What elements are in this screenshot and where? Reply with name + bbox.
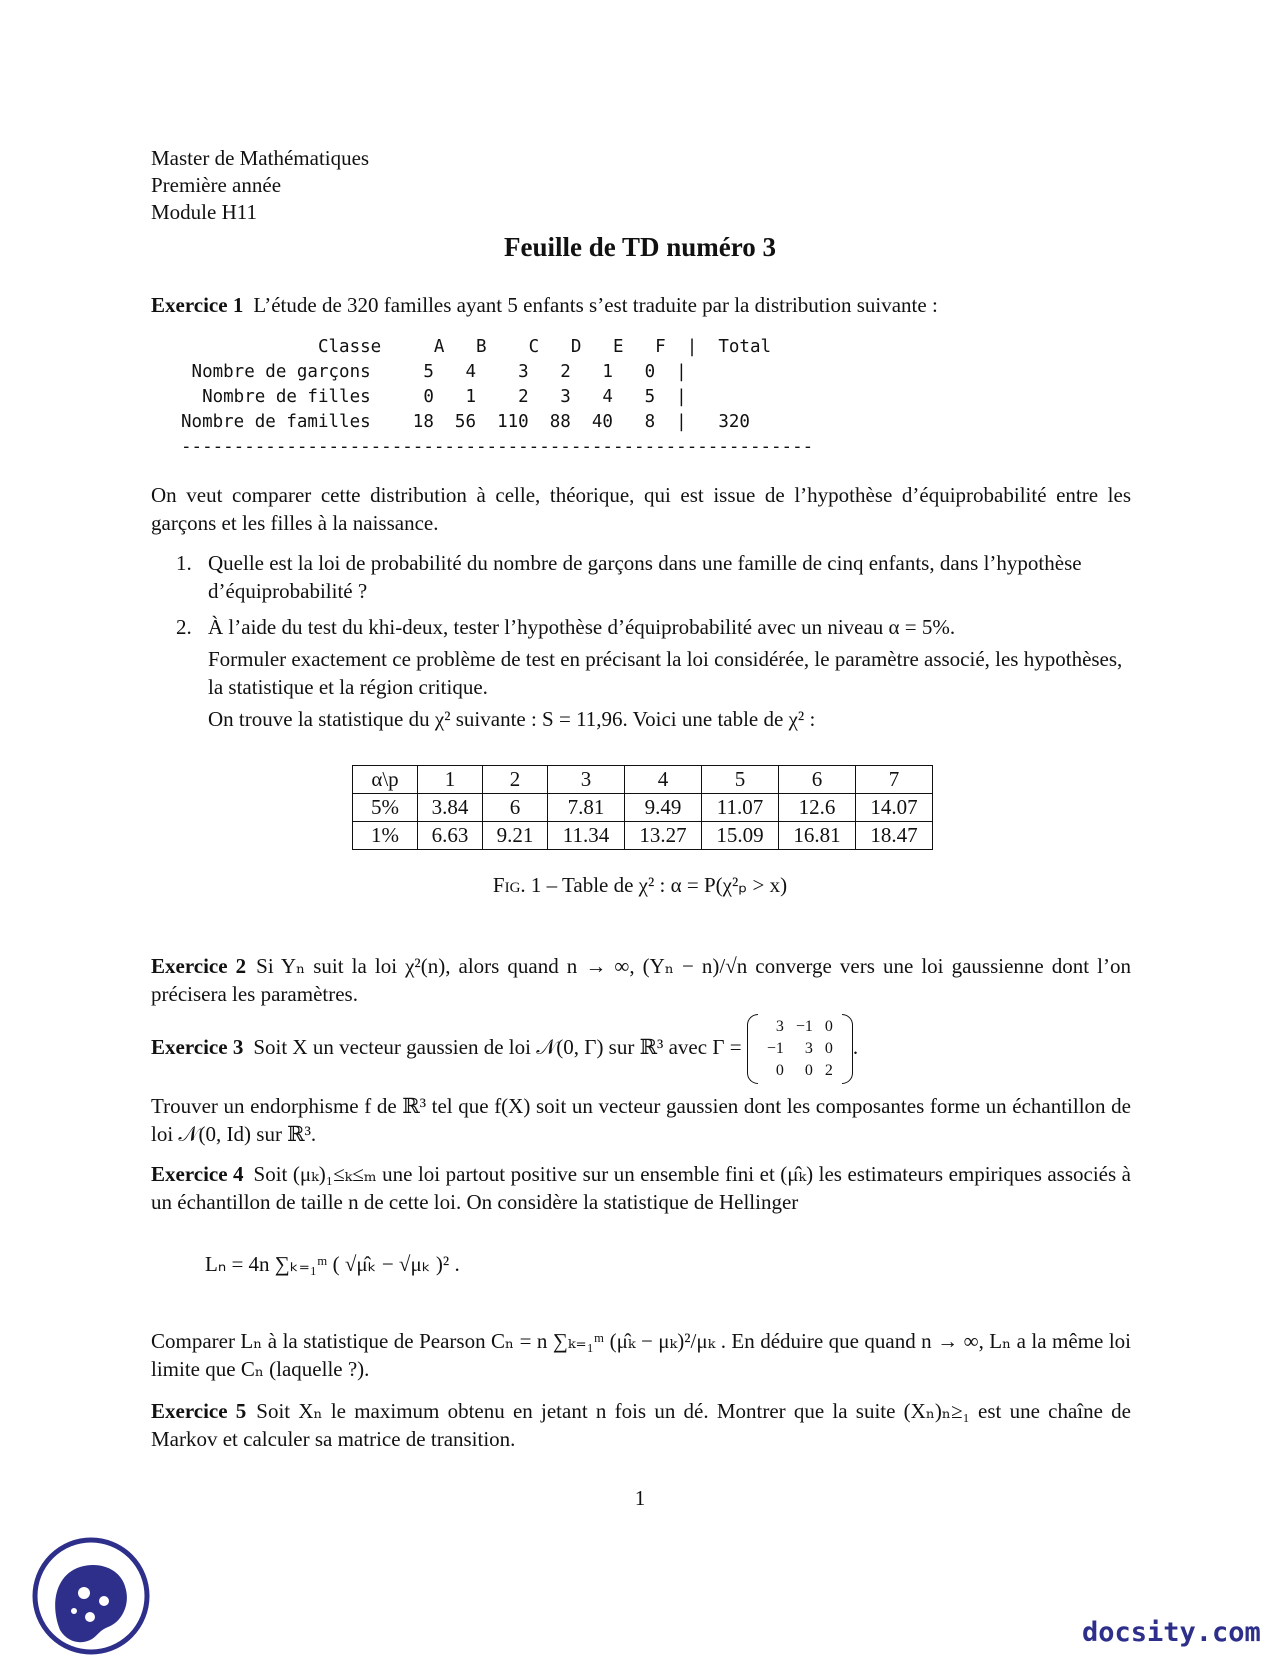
distribution-table: Classe A B C D E F | Total Nombre de garçons 5 4 3 2 1 0 | Nombre de filles 0 1 2 3 4 5 | Nombre de familles 18 56 110 88 40 8 | 320 ------------------------------------------------------------ [181,337,814,457]
exercise-4-text-b: Comparer Lₙ à la statistique de Pearson Cₙ = n ∑ₖ₌₁ᵐ (μ̂ₖ − μₖ)²/μₖ . En déduire que quand n → ∞, Lₙ a la même loi limite que Cₙ (laquelle ?). [151,1329,1131,1381]
exercise-1-intro [151,291,1131,319]
question-2 [176,613,1131,733]
chi-table-cell: 12.6 [779,794,856,822]
question-2-text-c: On trouve la statistique du χ² suivante : S = 11,96. Voici une table de χ² : [208,707,816,731]
exercise-2 [151,952,1131,1008]
question-1-number: 1. [176,551,192,575]
question-1 [176,549,1131,605]
matrix-cell: 0 [824,1018,833,1035]
exercise-5 [151,1397,1131,1453]
exercise-1-intro-text: L’étude de 320 familles ayant 5 enfants s’est traduite par la distribution suivante : [253,293,938,317]
exercise-3-text-b: . [852,1034,859,1059]
chi-table-cell: α\p [353,766,418,794]
chi-table-cell: 6 [483,794,548,822]
chi-table-row [353,794,933,822]
matrix-cell: −1 [766,1040,784,1057]
figure-caption [0,873,1280,898]
chi-table-row [353,822,933,850]
exercise-1-paragraph: On veut comparer cette distribution à celle, théorique, qui est issue de l’hypothèse d’équiprobabilité entre les garçons et les filles à la naissance. [151,483,1131,535]
chi-table-cell: 15.09 [702,822,779,850]
docsity-logo-icon [30,1535,152,1657]
header-module: Module H11 [151,200,257,224]
exercise-4-label: Exercice 4 [151,1162,244,1186]
exercise-5-text: Soit Xₙ le maximum obtenu en jetant n fois un dé. Montrer que la suite (Xₙ)ₙ≥₁ est une chaîne de Markov et calculer sa matrice de transition. [151,1399,1131,1451]
chi-table-cell: 5% [353,794,418,822]
chi-table-cell: 7.81 [548,794,625,822]
exercise-3-text-a: Soit X un vecteur gaussien de loi 𝒩(0, Γ) sur ℝ³ avec Γ = [253,1034,742,1059]
exercise-1-questions [176,549,1131,733]
exercise-3-label: Exercice 3 [151,1034,244,1059]
page-number: 1 [634,1486,646,1510]
chi-table-cell: 13.27 [625,822,702,850]
matrix-cell: 2 [824,1062,833,1079]
matrix-cell: 0 [804,1062,813,1079]
chi-table-cell: 7 [856,766,933,794]
chi-table-cell: 9.49 [625,794,702,822]
docsity-watermark: docsity.com [1082,1617,1261,1648]
chi-table-cell: 16.81 [779,822,856,850]
exercise-4 [151,1160,1131,1216]
exercise-1-label: Exercice 1 [151,293,244,317]
chi-table-cell: 3 [548,766,625,794]
matrix-cell: 3 [804,1040,813,1057]
chi-table-cell: 9.21 [483,822,548,850]
figure-caption-text: 1 – Table de χ² : α = P(χ²ₚ > x) [525,873,788,897]
page-title: Feuille de TD numéro 3 [503,232,776,262]
chi-table-cell: 5 [702,766,779,794]
chi-table-cell: 3.84 [418,794,483,822]
chi-table-cell: 14.07 [856,794,933,822]
exercise-3-text-c: Trouver un endorphisme f de ℝ³ tel que f(X) soit un vecteur gaussien dont les composantes forme un échantillon de loi 𝒩(0, Id) sur ℝ³. [151,1094,1131,1146]
chi-table-cell: 2 [483,766,548,794]
chi-table-cell: 6.63 [418,822,483,850]
chi-table-cell: 18.47 [856,822,933,850]
chi-square-table [352,765,933,850]
hellinger-formula: Lₙ = 4n ∑ₖ₌₁ᵐ ( √μ̂ₖ − √μₖ )² . [205,1252,460,1276]
chi-table-cell: 1 [418,766,483,794]
matrix-cell: −1 [795,1018,813,1035]
chi-table-cell: 11.34 [548,822,625,850]
figure-caption-label: Fig. [492,873,526,897]
chi-table-header-row [353,766,933,794]
question-1-text: Quelle est la loi de probabilité du nombre de garçons dans une famille de cinq enfants, dans l’hypothèse d’équiprobabilité ? [208,551,1082,603]
question-2-text-b: Formuler exactement ce problème de test en précisant la loi considérée, le paramètre associé, les hypothèses, la statistique et la région critique. [208,647,1123,699]
chi-table-cell: 6 [779,766,856,794]
matrix-right-paren [842,1014,853,1084]
question-2-number: 2. [176,615,192,639]
header-year: Première année [151,173,282,197]
exercise-2-label: Exercice 2 [151,954,247,978]
matrix-cell: 0 [824,1040,833,1057]
chi-table-cell: 1% [353,822,418,850]
matrix-cell: 0 [775,1062,784,1079]
question-2-text-a: À l’aide du test du khi-deux, tester l’hypothèse d’équiprobabilité avec un niveau α = 5%. [208,615,956,639]
exercise-3 [151,1016,1131,1082]
gamma-matrix [747,1016,853,1082]
exercise-4-text-a: Soit (μₖ)₁≤ₖ≤ₘ une loi partout positive sur un ensemble fini et (μ̂ₖ) les estimateurs empiriques associés à un échantillon de taille n de cette loi. On considère la statistique de Hellinger [151,1162,1131,1214]
chi-table-cell: 11.07 [702,794,779,822]
chi-table-cell: 4 [625,766,702,794]
exercise-5-label: Exercice 5 [151,1399,247,1423]
exercise-2-text: Si Yₙ suit la loi χ²(n), alors quand n → ∞, (Yₙ − n)/√n converge vers une loi gaussienne dont l’on précisera les paramètres. [151,954,1131,1006]
matrix-left-paren [747,1014,758,1084]
header-program: Master de Mathématiques [151,146,370,170]
matrix-cell: 3 [775,1018,784,1035]
matrix-body [761,1016,839,1082]
